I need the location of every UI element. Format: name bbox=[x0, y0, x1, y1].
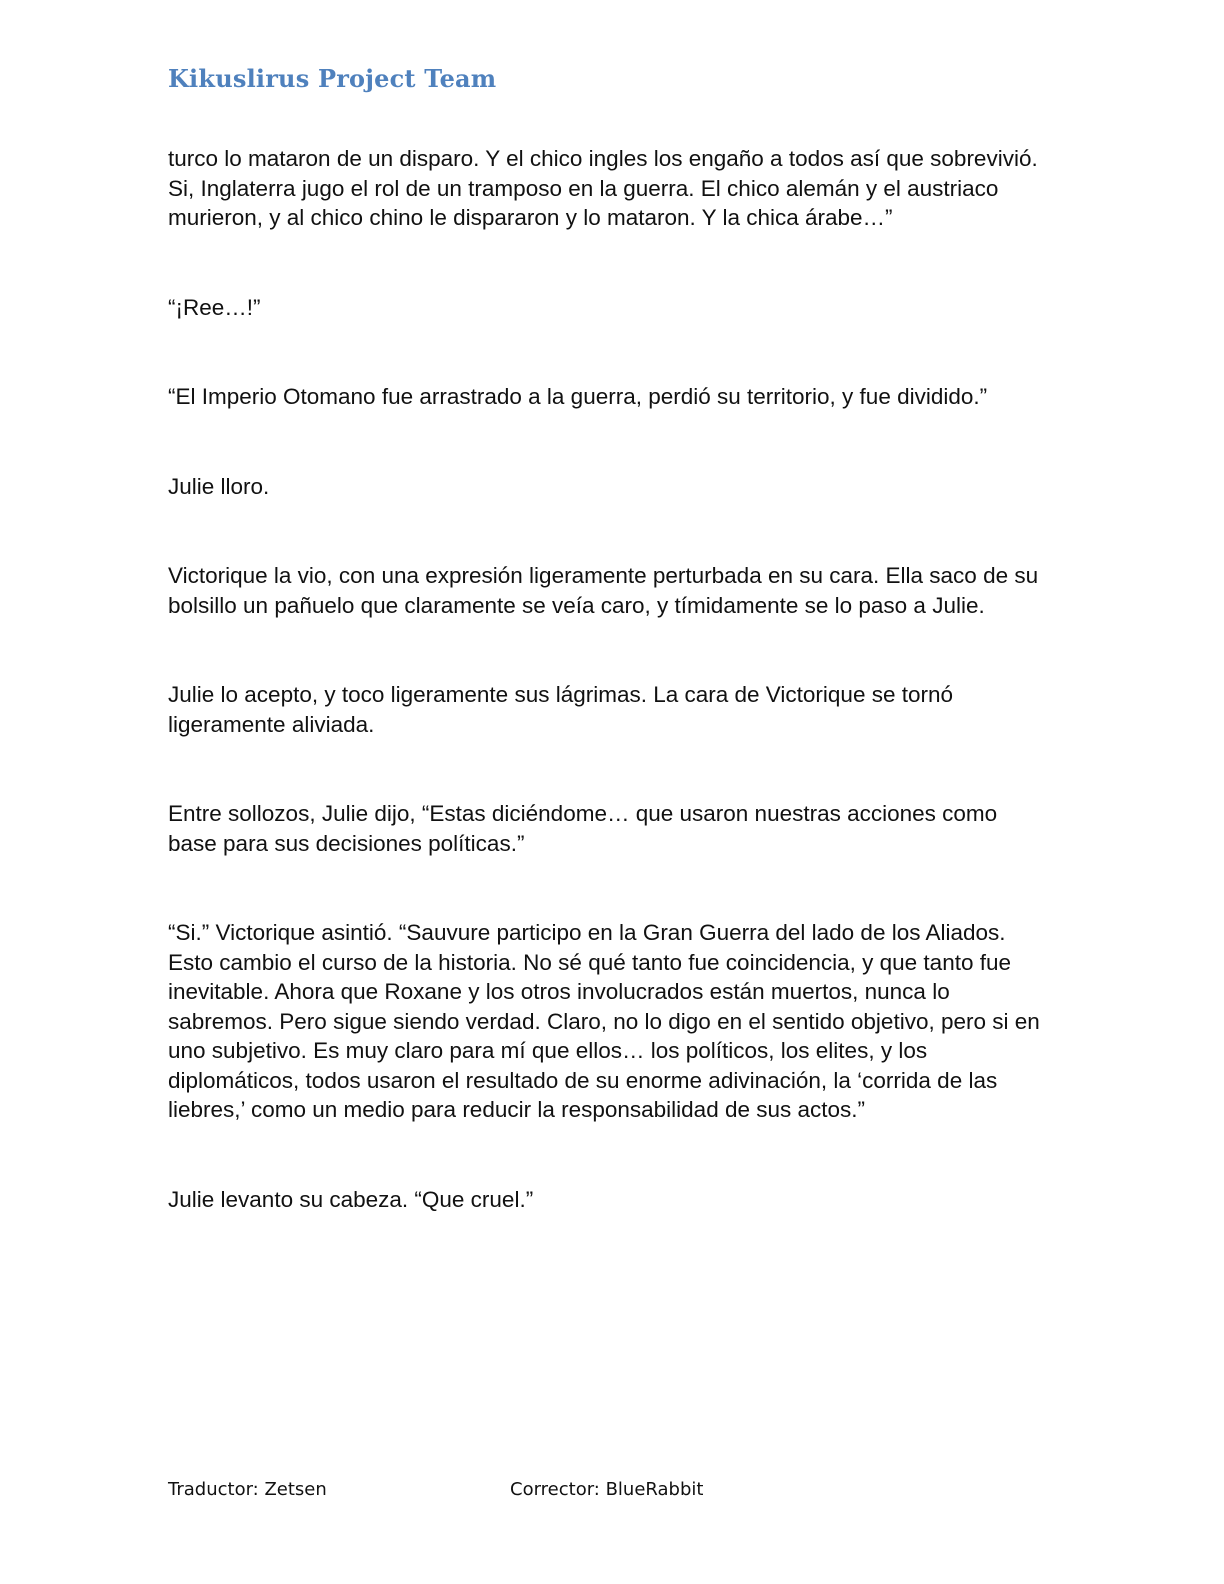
document-body bbox=[168, 144, 1048, 1274]
paragraph: turco lo mataron de un disparo. Y el chico ingles los engaño a todos así que sobrevivió. Si, Inglaterra jugo el rol de un tramposo en la guerra. El chico alemán y el austriaco murieron, y al chico chino le dispararon y lo mataron. Y la chica árabe…” bbox=[168, 146, 1038, 230]
footer-corrector: Corrector: BlueRabbit bbox=[510, 1479, 704, 1500]
paragraph: Julie lloro. bbox=[168, 473, 270, 499]
paragraph: Victorique la vio, con una expresión ligeramente perturbada en su cara. Ella saco de su bolsillo un pañuelo que claramente se veía caro, y tímidamente se lo paso a Julie. bbox=[168, 563, 1039, 618]
paragraph: “Si.” Victorique asintió. “Sauvure participo en la Gran Guerra del lado de los Aliados. Esto cambio el curso de la historia. No sé qué tanto fue coincidencia, y que tanto fue inevitable. Ahora que Roxane y los otros involucrados están muertos, nunca lo sabremos. Pero sigue siendo verdad. Claro, no lo digo en el sentido objetivo, pero si en uno subjetivo. Es muy claro para mí que ellos… los políticos, los elites, y los diplomáticos, todos usaron el resultado de su enorme adivinación, la ‘corrida de las liebres,’ como un medio para reducir la responsabilidad de sus actos.” bbox=[168, 920, 1040, 1122]
page-header-title: Kikuslirus Project Team bbox=[168, 64, 497, 93]
paragraph: Julie levanto su cabeza. “Que cruel.” bbox=[168, 1186, 534, 1212]
paragraph: Entre sollozos, Julie dijo, “Estas diciéndome… que usaron nuestras acciones como base para sus decisiones políticas.” bbox=[168, 801, 998, 856]
footer-translator: Traductor: Zetsen bbox=[168, 1479, 327, 1500]
paragraph: “El Imperio Otomano fue arrastrado a la guerra, perdió su territorio, y fue dividido.” bbox=[168, 384, 988, 409]
paragraph: “¡Ree…!” bbox=[168, 294, 261, 320]
paragraph: Julie lo acepto, y toco ligeramente sus lágrimas. La cara de Victorique se tornó ligeramente aliviada. bbox=[168, 682, 954, 737]
